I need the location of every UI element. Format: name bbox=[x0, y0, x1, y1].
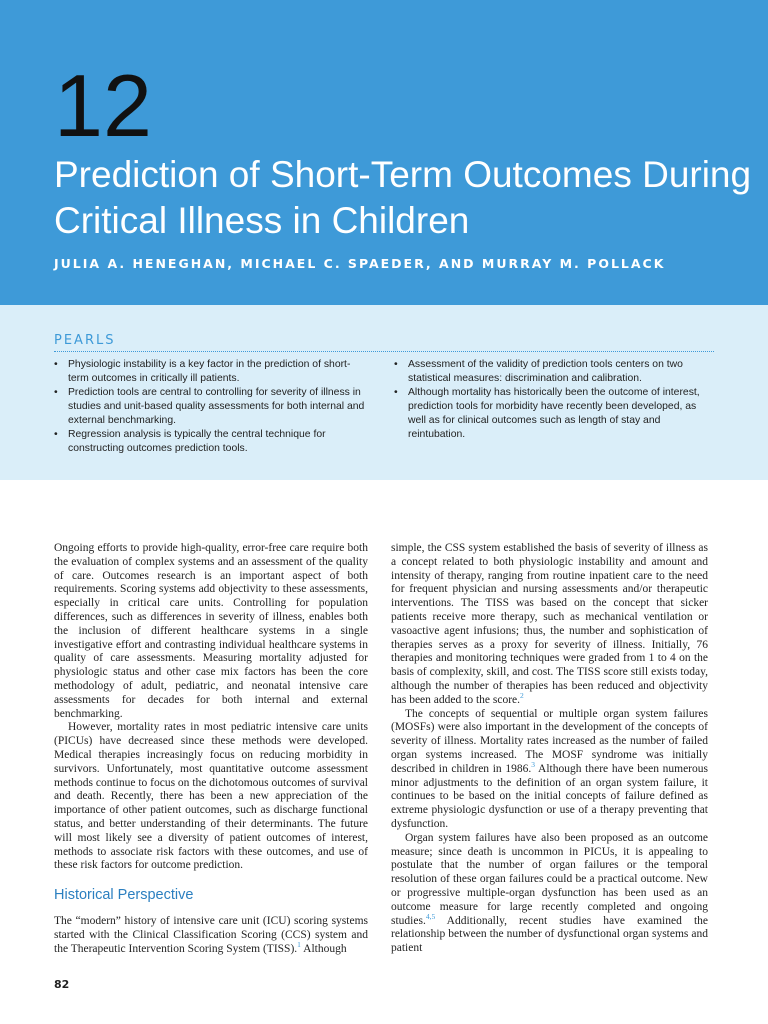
pearls-list-left bbox=[54, 358, 366, 456]
paragraph-text: Additionally, recent studies have examined the relationship between the number of dysfunctional organ systems and patient bbox=[391, 914, 708, 955]
reference-link[interactable]: 4,5 bbox=[425, 911, 436, 921]
body-paragraph bbox=[391, 832, 708, 956]
chapter-title-line-1: Prediction of Short-Term Outcomes During bbox=[54, 154, 752, 195]
body-paragraph bbox=[391, 708, 708, 832]
page-number: 82 bbox=[54, 978, 70, 991]
chapter-header-banner bbox=[0, 0, 768, 305]
chapter-title bbox=[54, 152, 754, 244]
pearls-heading: PEARLS bbox=[54, 333, 116, 348]
pearls-divider bbox=[54, 351, 714, 352]
pearl-item: • Although mortality has historically been the outcome of interest, prediction tools for morbidity have recently been developed, as well as for clinical outcomes such as length of stay and reintubation. bbox=[394, 386, 714, 442]
paragraph-text: Although bbox=[300, 942, 347, 955]
reference-link[interactable]: 3 bbox=[531, 759, 535, 769]
section-heading-historical-perspective: Historical Perspective bbox=[54, 887, 194, 904]
body-paragraph bbox=[54, 915, 368, 956]
pearl-item: • Physiologic instability is a key factor in the prediction of short-term outcomes in critically ill patients. bbox=[54, 358, 366, 386]
chapter-authors: JULIA A. HENEGHAN, MICHAEL C. SPAEDER, AND MURRAY M. POLLACK bbox=[54, 256, 666, 271]
pearl-item: • Prediction tools are central to controlling for severity of illness in studies and unit-based quality assessments for both internal and external benchmarking. bbox=[54, 386, 366, 428]
paragraph-text: The concepts of sequential or multiple organ system failures (MOSFs) were also important in the development of the concepts of severity of illness. Mortality rates increased as the number of failed organ systems increased. The MOSF syndrome was initially described in children in 1986. bbox=[391, 707, 708, 775]
body-paragraph: However, mortality rates in most pediatric intensive care units (PICUs) have decreased since these methods were developed. Medical therapies increasingly focus on reducing morbidity in survivors. Unfortunately, most quantitative outcome assessment methods continue to focus on the dichotomous outcomes of survival and death. Recently, there has been a new appreciation of the importance of other patient outcomes, such as discharge functional status, and better understanding of their determinants. The future will most likely see a diversity of patient outcomes of interest, methods to associate risk factors with these outcomes, and use of these risk factors for outcome prediction. bbox=[54, 721, 368, 872]
paragraph-text: simple, the CSS system established the basis of severity of illness as a concept related to both physiologic instability and amount and intensity of therapy, ranging from routine inpatient care to the need for frequent physician and nursing assessments and/or therapeutic interventions. The TISS was based on the concept that sicker patients receive more therapy, such as mechanical ventilation or vasoactive agent infusions; thus, the number and sophistication of therapies serves as a proxy for severity of illness. Initially, 76 therapies and monitoring techniques were graded from 1 to 4 on the basis of complexity, skill, and cost. The TISS score still exists today, although the number of therapies has been reduced and objectivity has been added to the score. bbox=[391, 542, 708, 706]
paragraph-text: Organ system failures have also been proposed as an outcome measure; since death is uncommon in PICUs, it is appealing to postulate that the number of organ failures or the temporal resolution of these organ failures could be a practical outcome. New or progressive multiple-organ dysfunction has been used as an outcome measure for large recently completed and ongoing studies. bbox=[391, 831, 708, 927]
paragraph-text: Although there have been numerous minor adjustments to the definition of an organ system failure, it continues to be based on the initial concepts of failure defined as extreme physiologic dysfunction or use of a therapy preventing that dysfunction. bbox=[391, 762, 708, 830]
body-paragraph bbox=[391, 542, 708, 708]
chapter-title-line-2: Critical Illness in Children bbox=[54, 200, 470, 241]
body-column-right bbox=[391, 542, 708, 956]
chapter-number: 12 bbox=[54, 56, 152, 155]
pearl-item: • Assessment of the validity of prediction tools centers on two statistical measures: discrimination and calibration. bbox=[394, 358, 714, 386]
body-column-left bbox=[54, 542, 368, 956]
body-paragraph: Ongoing efforts to provide high-quality, error-free care require both the evaluation of complex systems and an assessment of the quality of care. Outcomes research is an important aspect of both requirements. Scoring systems add objectivity to these assessments, especially in critical care units. Controlling for population differences, such as differences in severity of illness, enables both the inclusion of different healthcare systems in a single investigative effort and contrasting individual healthcare systems in quality of care assessments. Measuring mortality adjusted for physiologic status and other case mix factors has been the core methodology of adult, pediatric, and neonatal intensive care assessments for decades for both internal and external benchmarking. bbox=[54, 542, 368, 720]
paragraph-text: The “modern” history of intensive care unit (ICU) scoring systems started with the Clinical Classification Scoring (CCS) system and the Therapeutic Intervention Scoring System (TISS). bbox=[54, 914, 368, 955]
reference-link[interactable]: 1 bbox=[297, 939, 301, 949]
pearl-item: • Regression analysis is typically the central technique for constructing outcomes prediction tools. bbox=[54, 428, 366, 456]
pearls-list-right bbox=[394, 358, 714, 442]
reference-link[interactable]: 2 bbox=[520, 690, 524, 700]
